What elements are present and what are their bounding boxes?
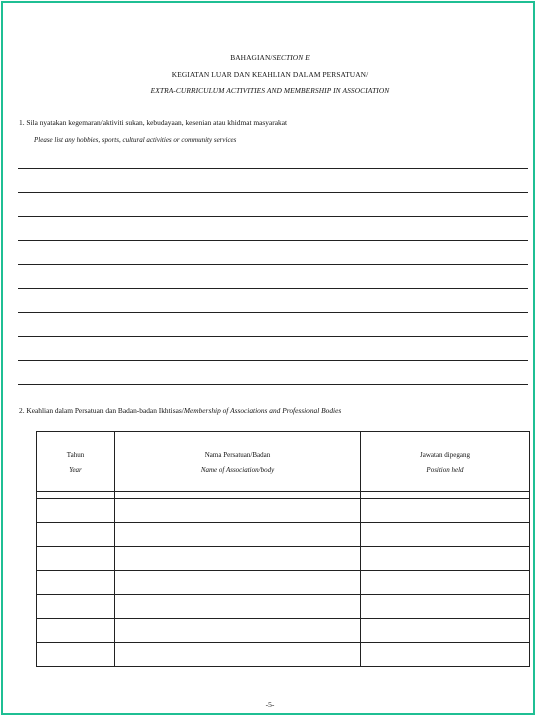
table-cell[interactable]: [37, 523, 115, 547]
column-header-position: [361, 432, 530, 492]
membership-table: [36, 431, 530, 667]
column-header-association: [115, 432, 361, 492]
section-title-ms: BAHAGIAN/: [230, 53, 273, 62]
section-title: [0, 53, 540, 62]
table-spacer-row: [37, 492, 530, 499]
answer-line[interactable]: [18, 192, 528, 193]
table-spacer-cell: [37, 492, 115, 499]
answer-line[interactable]: [18, 384, 528, 385]
answer-line[interactable]: [18, 240, 528, 241]
table-row: [37, 595, 530, 619]
table-row: [37, 619, 530, 643]
answer-line[interactable]: [18, 360, 528, 361]
column-header-en: Name of Association/body: [200, 466, 275, 474]
table-cell[interactable]: [115, 547, 361, 571]
column-header-en: Position held: [426, 466, 464, 474]
page-number: -5-: [265, 700, 275, 709]
section-title-en: SECTION E: [272, 53, 310, 62]
table-cell[interactable]: [361, 619, 530, 643]
table-cell[interactable]: [37, 643, 115, 667]
table-cell[interactable]: [361, 547, 530, 571]
table-cell[interactable]: [115, 523, 361, 547]
table-cell[interactable]: [361, 595, 530, 619]
table-cell[interactable]: [361, 523, 530, 547]
column-header-ms: Jawatan dipegang: [420, 451, 470, 459]
table-cell[interactable]: [115, 499, 361, 523]
table-cell[interactable]: [361, 643, 530, 667]
column-header-ms: Tahun: [66, 451, 85, 459]
answer-line[interactable]: [18, 264, 528, 265]
table-cell[interactable]: [37, 547, 115, 571]
answer-line[interactable]: [18, 168, 528, 169]
answer-line[interactable]: [18, 312, 528, 313]
table-row: [37, 499, 530, 523]
membership-table-body: [37, 492, 530, 667]
answer-line[interactable]: [18, 216, 528, 217]
table-cell[interactable]: [37, 619, 115, 643]
question-1-label: 1. Sila nyatakan kegemaran/aktiviti sukan, kebudayaan, kesenian atau khidmat masyarakat: [19, 118, 288, 127]
question-2-label-ms: 2. Keahlian dalam Persatuan dan Badan-badan Ikhtisas/: [19, 406, 184, 415]
table-row: [37, 643, 530, 667]
question-1-sublabel: Please list any hobbies, sports, cultural activities or community services: [34, 136, 237, 144]
section-heading-ms: KEGIATAN LUAR DAN KEAHLIAN DALAM PERSATUAN/: [171, 70, 369, 79]
column-header-year: [37, 432, 115, 492]
table-spacer-cell: [361, 492, 530, 499]
table-cell[interactable]: [115, 571, 361, 595]
table-cell[interactable]: [115, 643, 361, 667]
table-cell[interactable]: [115, 595, 361, 619]
section-heading-en: EXTRA-CURRICULUM ACTIVITIES AND MEMBERSHIP IN ASSOCIATION: [150, 86, 390, 95]
table-cell[interactable]: [37, 499, 115, 523]
column-header-ms: Nama Persatuan/Badan: [204, 451, 271, 459]
answer-line[interactable]: [18, 288, 528, 289]
table-cell[interactable]: [361, 499, 530, 523]
table-cell[interactable]: [115, 619, 361, 643]
column-header-en: Year: [69, 466, 82, 474]
question-2-label-en: Membership of Associations and Professional Bodies: [183, 406, 342, 415]
table-cell[interactable]: [37, 595, 115, 619]
table-row: [37, 523, 530, 547]
table-cell[interactable]: [361, 571, 530, 595]
answer-line[interactable]: [18, 336, 528, 337]
table-cell[interactable]: [37, 571, 115, 595]
question-2-label: [19, 406, 341, 415]
table-spacer-cell: [115, 492, 361, 499]
table-row: [37, 547, 530, 571]
table-row: [37, 571, 530, 595]
